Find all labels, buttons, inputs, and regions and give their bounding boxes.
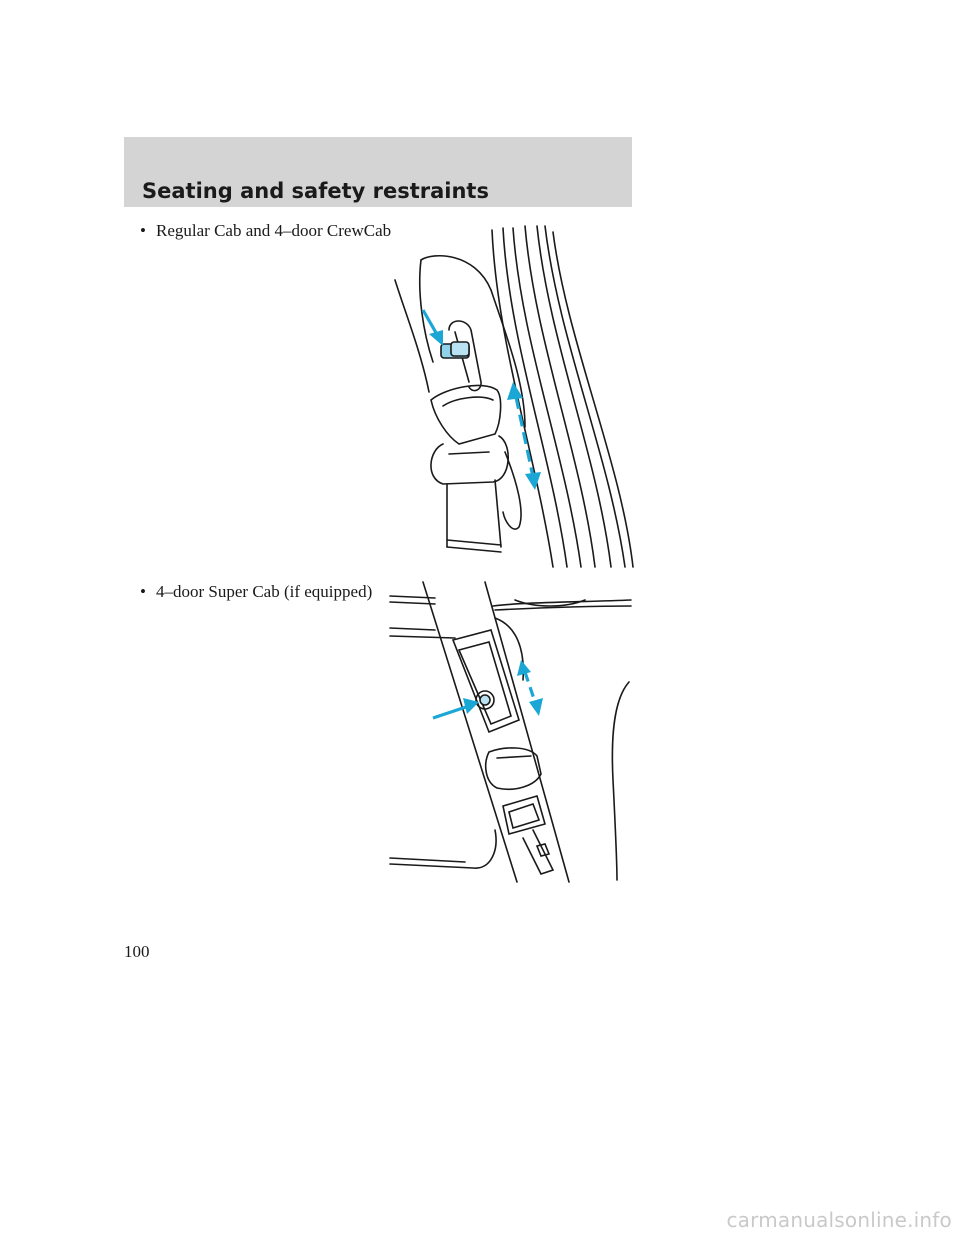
list-item-label: 4–door Super Cab (if equipped) <box>156 582 373 601</box>
page-number: 100 <box>124 942 150 961</box>
list-item-super-cab <box>140 582 372 602</box>
watermark[interactable]: carmanualsonline.info <box>726 1208 952 1232</box>
section-header <box>124 137 632 207</box>
seatbelt-height-adjuster-illustration-super-cab <box>385 580 635 885</box>
bullet-icon: • <box>140 221 146 240</box>
bullet-icon: • <box>140 582 146 601</box>
list-item-label: Regular Cab and 4–door CrewCab <box>156 221 392 240</box>
section-title: Seating and safety restraints <box>142 179 489 203</box>
list-item-regular-cab <box>140 221 391 241</box>
seatbelt-height-adjuster-illustration-regular-cab <box>385 222 635 570</box>
